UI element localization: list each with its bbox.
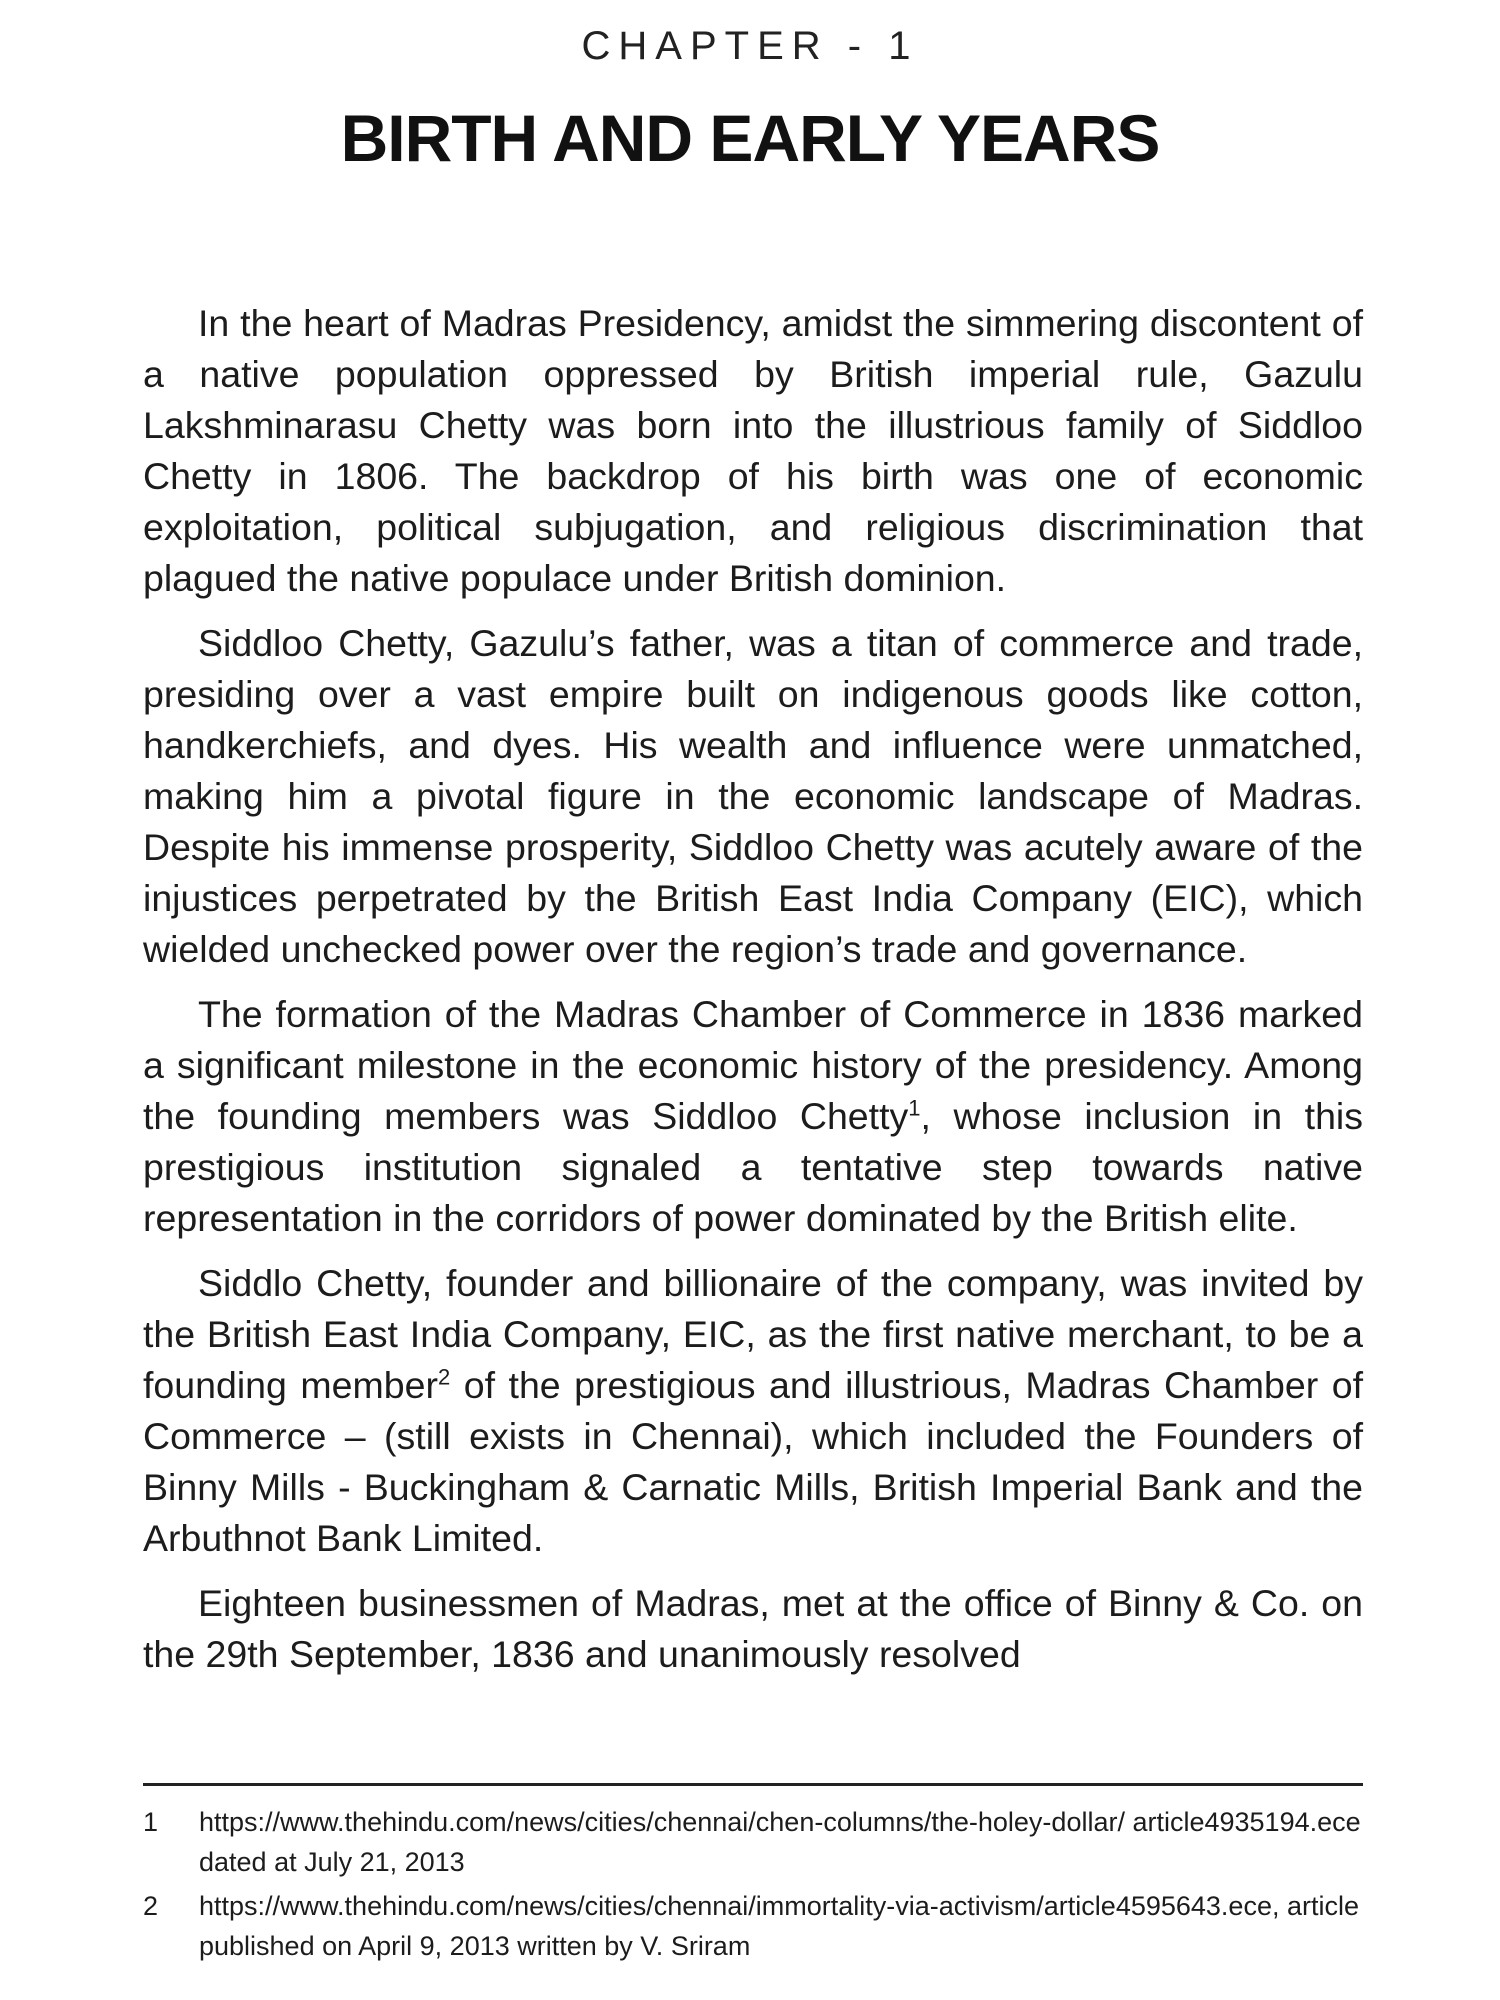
footnotes [143,1802,1363,1970]
footnote-ref-2: 2 [437,1364,451,1390]
paragraph-4-text-b: of the prestigious and illustrious, Madras Chamber of Commerce – (still exists in Chennai), which included the Founders of Binny Mills - Buckingham & Carnatic Mills, British Imperial Bank and the Arbuthnot Bank Limited. [143,1364,1363,1559]
chapter-title: BIRTH AND EARLY YEARS [340,101,1160,175]
footnote-text: https://www.thehindu.com/news/cities/chennai/immortality-via-activism/article4595643.ece, article published on April 9, 2013 written by V. Sriram [199,1891,1359,1961]
chapter-body [143,298,1363,1680]
chapter-label: CHAPTER - 1 [581,24,919,68]
footnote-ref-1: 1 [908,1095,921,1121]
paragraph-3-text-a: The formation of the Madras Chamber of Commerce in 1836 marked a significant milestone in the economic history of the presidency. Among the founding members was Siddloo Chetty [143,993,1363,1137]
paragraph-1: In the heart of Madras Presidency, amidst the simmering discontent of a native population oppressed by British imperial rule, Gazulu Lakshminarasu Chetty was born into the illustrious family of Siddloo Chetty in 1806. The backdrop of his birth was one of economic exploitation, political subjugation, and religious discrimination that plagued the native populace under British dominion. [143,302,1363,599]
footnote-2 [143,1886,1363,1966]
paragraph-4-text-a: Siddlo Chetty, founder and billionaire of the company, was invited by the British East India Company, EIC, as the first native merchant, to be a founding member [143,1262,1363,1406]
footnote-text: https://www.thehindu.com/news/cities/chennai/chen-columns/the-holey-dollar/ article4935194.ece dated at July 21, 2013 [199,1807,1361,1877]
footnote-divider [143,1783,1363,1786]
paragraph-4 [143,1258,1363,1564]
footnote-number: 2 [143,1891,159,1921]
paragraph-5: Eighteen businessmen of Madras, met at the office of Binny & Co. on the 29th September, 1836 and unanimously resolved [143,1582,1363,1675]
paragraph-2: Siddloo Chetty, Gazulu’s father, was a titan of commerce and trade, presiding over a vast empire built on indigenous goods like cotton, handkerchiefs, and dyes. His wealth and influence were unmatched, making him a pivotal figure in the economic landscape of Madras. Despite his immense prosperity, Siddloo Chetty was acutely aware of the injustices perpetrated by the British East India Company (EIC), which wielded unchecked power over the region’s trade and governance. [143,622,1363,970]
footnote-1 [143,1802,1363,1882]
paragraph-3-text-b: , whose inclusion in this prestigious institution signaled a tentative step towards native representation in the corridors of power dominated by the British elite. [143,1095,1364,1239]
footnote-number: 1 [143,1807,159,1837]
paragraph-3 [143,989,1363,1244]
